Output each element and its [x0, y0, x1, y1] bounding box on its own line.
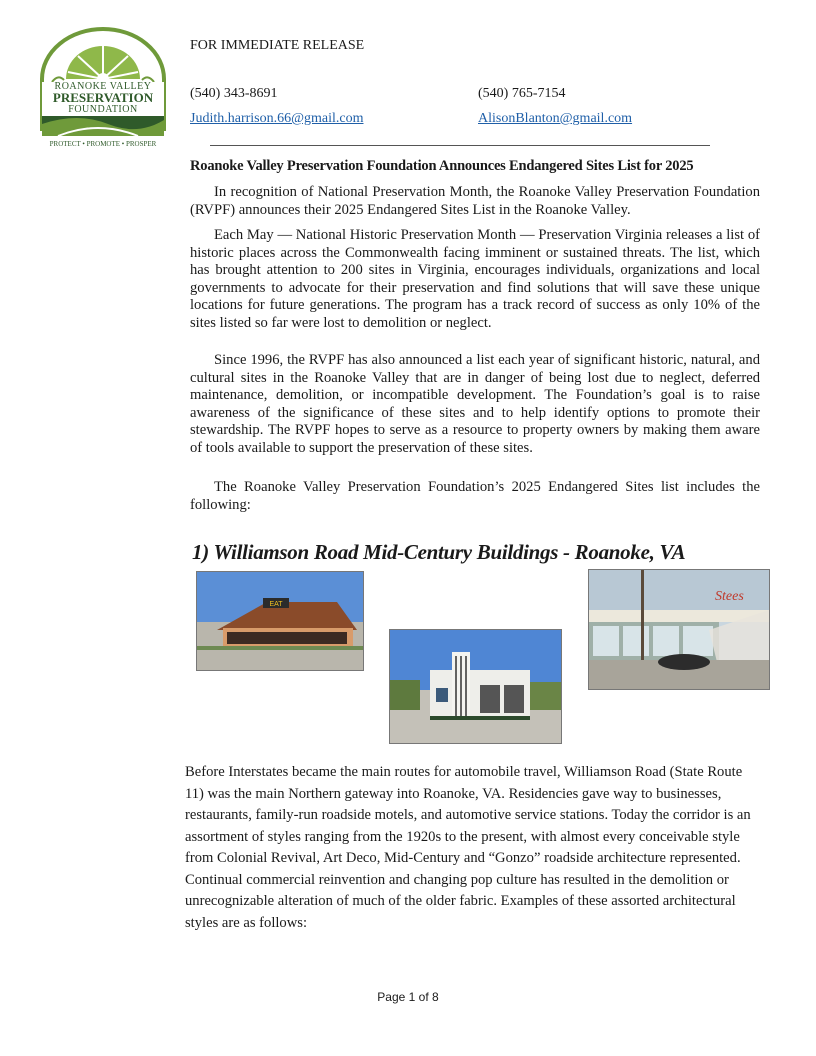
paragraph-1: In recognition of National Preservation Month, the Roanoke Valley Preservation Foundation (RVPF) announces their 2025 Endangered Sites List in the Roanoke Valley. [190, 184, 760, 218]
foundation-logo [38, 24, 168, 154]
header-divider [210, 145, 710, 146]
photo-restaurant [196, 571, 364, 671]
logo-tagline: PROTECT • PROMOTE • PROSPER [49, 140, 157, 148]
release-label: FOR IMMEDIATE RELEASE [190, 38, 365, 53]
email-link-1[interactable]: Judith.harrison.66@gmail.com [190, 111, 364, 126]
paragraph-4: The Roanoke Valley Preservation Foundation’s 2025 Endangered Sites list includes the following: [190, 479, 760, 513]
paragraph-3: Since 1996, the RVPF has also announced a list each year of significant historic, natural, and cultural sites in the Roanoke Valley that are in danger of being lost due to neglect, deferred maintenance, demolition, or incompatible development. The Foundation’s goal is to raise awareness of the significance of these sites and to help identify options to promote their stewardship. The RVPF hopes to serve as a resource to property owners by making them aware of tools available to support the preservation of these sites. [190, 352, 760, 456]
logo-line-3: FOUNDATION [68, 104, 138, 115]
paragraph-2: Each May — National Historic Preservation Month — Preservation Virginia releases a list of historic places across the Commonwealth facing imminent or sustained threats. The list, which has brought attention to 200 sites in Virginia, encourages individuals, organizations and local governments to advocate for their preservation and find solutions that will save these unique locations for future generations. The program has a track record of success as only 10% of the sites listed so far were lost to demolition or neglect. [190, 227, 760, 331]
section-title: 1) Williamson Road Mid-Century Buildings - Roanoke, VA [192, 540, 686, 564]
photo-dealership [588, 569, 770, 690]
photo-service-station [389, 629, 562, 744]
email-link-2[interactable]: AlisonBlanton@gmail.com [478, 111, 633, 126]
section-body: Before Interstates became the main routes for automobile travel, Williamson Road (State Route 11) was the main Northern gateway into Roanoke, VA. Residencies gave way to businesses, restaurants, family-run roadside motels, and automotive service stations. Today the corridor is an assortment of styles ranging from the 1920s to the present, with almost every conceivable style from Colonial Revival, Art Deco, Mid-Century and “Gonzo” roadside architecture represented. Continual commercial reinvention and changing pop culture has resulted in the demolition or unrecognizable alteration of much of the older fabric. Examples of these assorted architectural styles are as follows: [185, 764, 751, 931]
phone-contact-2: (540) 765-7154 [478, 86, 566, 101]
restaurant-sign-text: EAT [269, 601, 283, 608]
dealership-sign-text: Stees [715, 589, 744, 604]
press-release-headline: Roanoke Valley Preservation Foundation Announces Endangered Sites List for 2025 [190, 158, 694, 174]
logo-line-2: PRESERVATION [52, 90, 154, 105]
page-number: Page 1 of 8 [377, 990, 439, 1004]
logo-line-1: ROANOKE VALLEY [54, 81, 152, 92]
phone-contact-1: (540) 343-8691 [190, 86, 278, 101]
